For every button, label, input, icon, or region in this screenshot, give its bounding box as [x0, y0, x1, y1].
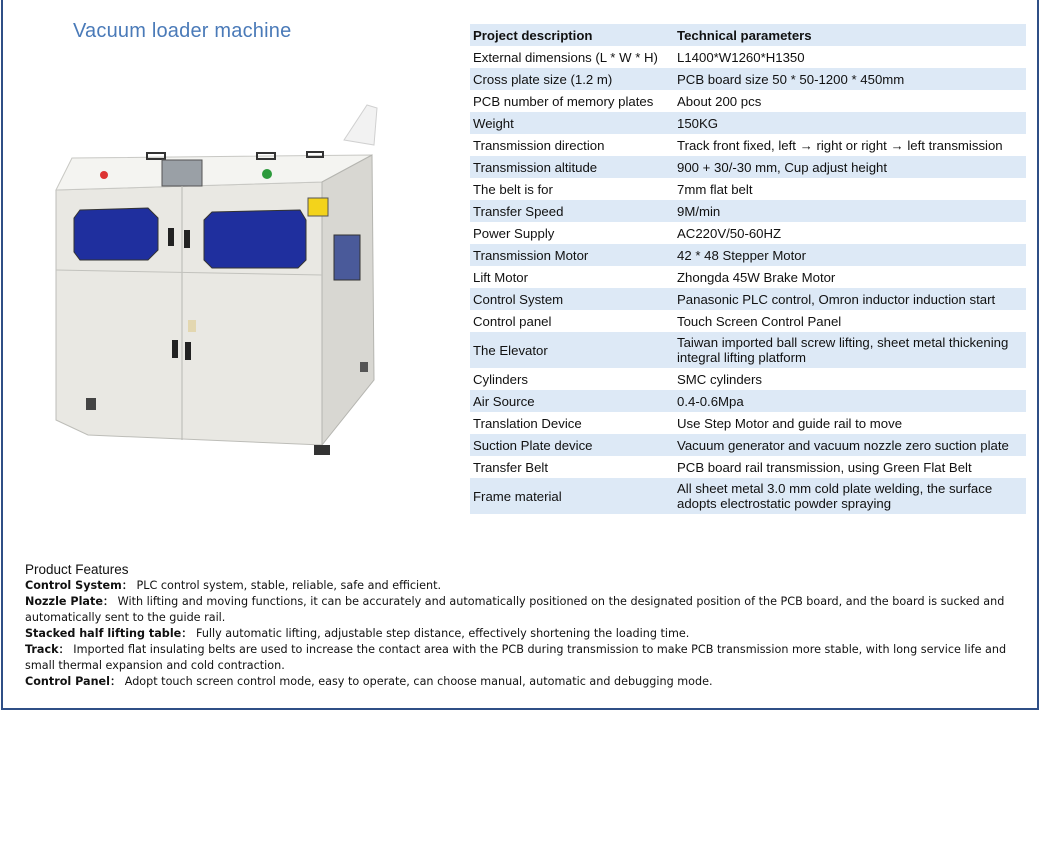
page-title: Vacuum loader machine [73, 20, 292, 42]
left-window [74, 208, 158, 260]
header-cell: Technical parameters [674, 24, 1026, 46]
spec-value: 150KG [674, 112, 1026, 134]
spec-label: Transfer Belt [473, 459, 548, 475]
spec-value: L1400*W1260*H1350 [677, 49, 805, 65]
table-row [470, 90, 1026, 112]
spec-label: Air Source [470, 390, 674, 412]
table-row [470, 310, 1026, 332]
table-row [470, 134, 1026, 156]
spec-value: Zhongda 45W Brake Motor [677, 269, 836, 285]
right-window [204, 210, 306, 268]
table-header-row [470, 24, 1026, 46]
spec-value: All sheet metal 3.0 mm cold plate welding, the surface adopts electrostatic powder spraying [674, 478, 1026, 514]
machine-photo [22, 100, 422, 470]
table-row [470, 390, 1026, 412]
feature-item [25, 674, 1015, 690]
spec-label: Weight [470, 112, 674, 134]
spec-label: Power Supply [473, 225, 555, 241]
table-row [470, 112, 1026, 134]
spec-table [470, 24, 1026, 514]
feature-item [25, 594, 1015, 626]
spec-label: Lift Motor [473, 269, 528, 285]
spec-value: PCB board rail transmission, using Green Flat Belt [677, 459, 972, 475]
table-row [470, 332, 1026, 368]
spec-value: Track front fixed, left → right or right → left transmission [677, 137, 1003, 153]
spec-value: PCB board size 50 * 50-1200 * 450mm [674, 68, 1026, 90]
header-cell: Project description [470, 24, 674, 46]
spec-label: Transmission direction [473, 137, 605, 153]
foam-packaging [344, 105, 377, 145]
table-row [470, 478, 1026, 514]
spec-value: 42 * 48 Stepper Motor [674, 244, 1026, 266]
feature-text: Imported flat insulating belts are used to increase the contact area with the PCB during transmission to make PCB transmission more stable, with long service life and small thermal expansion and cold contraction. [25, 643, 1007, 672]
feature-label: Nozzle Plate： [25, 595, 115, 608]
table-row [470, 178, 1026, 200]
spec-value: Touch Screen Control Panel [677, 313, 842, 329]
spec-value: SMC cylinders [677, 371, 763, 387]
table-row [470, 266, 1026, 288]
foot [314, 445, 330, 455]
table-row [470, 368, 1026, 390]
feature-text: With lifting and moving functions, it can be accurately and automatically positioned on the designated position of the PCB board, and the board is sucked and automatically sent to the guide rail. [25, 595, 1005, 624]
feature-text: PLC control system, stable, reliable, safe and efficient. [136, 579, 442, 592]
features-title: Product Features [25, 562, 129, 577]
feature-label: Stacked half lifting table： [25, 627, 193, 640]
spec-label: Cross plate size (1.2 m) [470, 68, 674, 90]
table-row [470, 456, 1026, 478]
feature-item [25, 578, 1015, 594]
table-row [470, 288, 1026, 310]
spec-label: Suction Plate device [470, 434, 674, 456]
spec-value: Vacuum generator and vacuum nozzle zero suction plate [674, 434, 1026, 456]
spec-label: Frame material [470, 478, 674, 514]
side-conveyor [334, 235, 360, 280]
feature-item [25, 626, 1015, 642]
spec-label: External dimensions (L * W * H) [473, 49, 658, 65]
spec-label: Transmission altitude [470, 156, 674, 178]
spec-label: Transmission Motor [470, 244, 674, 266]
spec-label: Control panel [473, 313, 552, 329]
spec-value: AC220V/50-60HZ [677, 225, 782, 241]
feature-item [25, 642, 1015, 674]
feature-text: Fully automatic lifting, adjustable step distance, effectively shortening the loading time. [196, 627, 690, 640]
spec-value: Panasonic PLC control, Omron inductor induction start [674, 288, 1026, 310]
table-row [470, 68, 1026, 90]
spec-label: PCB number of memory plates [473, 93, 654, 109]
spec-label: The Elevator [470, 332, 674, 368]
spec-label: The belt is for [473, 181, 553, 197]
spec-value: 9M/min [674, 200, 1026, 222]
green-button [262, 169, 272, 179]
spec-label: Cylinders [473, 371, 528, 387]
spec-value: About 200 pcs [677, 93, 762, 109]
table-row [470, 46, 1026, 68]
touch-screen [162, 160, 202, 186]
spec-label: Control System [470, 288, 674, 310]
spec-label: Transfer Speed [470, 200, 674, 222]
product-features [25, 562, 1015, 690]
spec-value: Use Step Motor and guide rail to move [677, 415, 903, 431]
machine-side [322, 155, 374, 445]
table-row [470, 156, 1026, 178]
spec-label: Translation Device [473, 415, 582, 431]
table-row [470, 434, 1026, 456]
feature-label: Control Panel： [25, 675, 122, 688]
table-row [470, 222, 1026, 244]
red-button [100, 171, 108, 179]
table-row [470, 200, 1026, 222]
spec-value: 900 + 30/-30 mm, Cup adjust height [674, 156, 1026, 178]
spec-value: Taiwan imported ball screw lifting, sheet metal thickening integral lifting platform [674, 332, 1026, 368]
table-row [470, 412, 1026, 434]
spec-value: 7mm flat belt [677, 181, 753, 197]
spec-value: 0.4-0.6Mpa [674, 390, 1026, 412]
table-row [470, 244, 1026, 266]
feature-label: Control System： [25, 579, 133, 592]
warning-label [308, 198, 328, 216]
feature-label: Track： [25, 643, 70, 656]
feature-text: Adopt touch screen control mode, easy to operate, can choose manual, automatic and debugging mode. [124, 675, 713, 688]
